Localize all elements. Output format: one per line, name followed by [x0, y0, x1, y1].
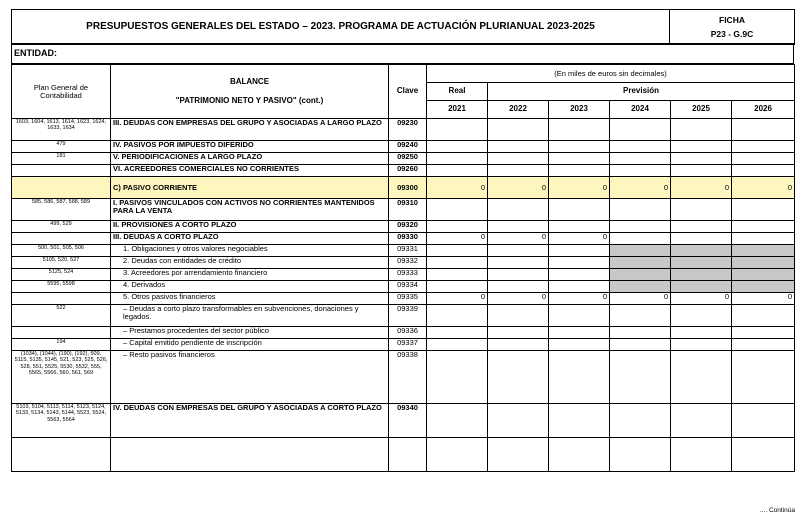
table-row: [12, 153, 795, 165]
clave-cell: 09336: [389, 327, 427, 339]
value-cell[interactable]: [732, 141, 795, 153]
value-cell[interactable]: [610, 438, 671, 472]
value-cell[interactable]: [427, 327, 488, 339]
clave-cell: 09320: [389, 221, 427, 233]
value-cell[interactable]: [549, 141, 610, 153]
value-cell[interactable]: [427, 305, 488, 327]
value-cell[interactable]: [488, 165, 549, 177]
clave-cell: 09310: [389, 199, 427, 221]
value-cell[interactable]: [732, 305, 795, 327]
value-cell[interactable]: [610, 404, 671, 438]
concept-cell: 5. Otros pasivos financieros: [111, 293, 389, 305]
table-row: [12, 269, 795, 281]
concept-cell: [111, 438, 389, 472]
clave-cell: 09330: [389, 233, 427, 245]
clave-cell: 09333: [389, 269, 427, 281]
value-cell[interactable]: [732, 119, 795, 141]
clave-cell: 09340: [389, 404, 427, 438]
clave-cell: 09335: [389, 293, 427, 305]
value-cell[interactable]: [671, 438, 732, 472]
entidad-table: [11, 43, 794, 64]
value-cell[interactable]: [488, 119, 549, 141]
value-cell[interactable]: [671, 165, 732, 177]
plan-cell: [12, 293, 111, 305]
plan-cell: 5595, 5598: [12, 281, 111, 293]
value-cell[interactable]: [671, 119, 732, 141]
value-cell[interactable]: [549, 438, 610, 472]
value-cell[interactable]: [732, 233, 795, 245]
value-cell[interactable]: [610, 199, 671, 221]
value-cell[interactable]: [488, 269, 549, 281]
value-cell[interactable]: 0: [488, 177, 549, 199]
clave-cell: 09331: [389, 245, 427, 257]
value-cell[interactable]: [427, 221, 488, 233]
table-row: [12, 165, 795, 177]
table-row: [12, 257, 795, 269]
value-cell[interactable]: 0: [671, 177, 732, 199]
value-cell[interactable]: [671, 153, 732, 165]
value-cell[interactable]: [427, 153, 488, 165]
concept-cell: III. DEUDAS CON EMPRESAS DEL GRUPO Y ASOCIADAS A LARGO PLAZO: [111, 119, 389, 141]
value-cell[interactable]: 0: [549, 177, 610, 199]
header-table: [11, 9, 795, 45]
value-cell[interactable]: [671, 281, 732, 293]
clave-cell: 09332: [389, 257, 427, 269]
balance-header: [111, 65, 389, 119]
value-cell[interactable]: [610, 257, 671, 269]
value-cell[interactable]: 0: [549, 293, 610, 305]
value-cell[interactable]: [488, 305, 549, 327]
concept-cell: IV. DEUDAS CON EMPRESAS DEL GRUPO Y ASOCIADAS A CORTO PLAZO: [111, 404, 389, 438]
balance-subtitle: "PATRIMONIO NETO Y PASIVO" (cont.): [175, 95, 324, 105]
plan-cell: 181: [12, 153, 111, 165]
balance-title: BALANCE: [229, 77, 270, 87]
value-cell[interactable]: [549, 199, 610, 221]
clave-cell: 09334: [389, 281, 427, 293]
value-cell[interactable]: [732, 438, 795, 472]
value-cell[interactable]: [610, 165, 671, 177]
value-cell[interactable]: [549, 153, 610, 165]
value-cell[interactable]: [427, 165, 488, 177]
value-cell[interactable]: [610, 245, 671, 257]
value-cell[interactable]: [671, 305, 732, 327]
value-cell[interactable]: [732, 281, 795, 293]
value-cell[interactable]: [427, 351, 488, 404]
value-cell[interactable]: [671, 141, 732, 153]
value-cell[interactable]: [610, 119, 671, 141]
value-cell[interactable]: [671, 245, 732, 257]
value-cell[interactable]: 0: [427, 293, 488, 305]
value-cell[interactable]: [549, 351, 610, 404]
value-cell[interactable]: [427, 257, 488, 269]
value-cell[interactable]: [427, 119, 488, 141]
value-cell[interactable]: [427, 199, 488, 221]
value-cell[interactable]: [549, 281, 610, 293]
concept-cell: II. PROVISIONES A CORTO PLAZO: [111, 221, 389, 233]
value-cell[interactable]: [549, 404, 610, 438]
value-cell[interactable]: [671, 199, 732, 221]
table-row: [12, 233, 795, 245]
concept-cell: I. PASIVOS VINCULADOS CON ACTIVOS NO CORRIENTES MANTENIDOS PARA LA VENTA: [111, 199, 389, 221]
value-cell[interactable]: [427, 339, 488, 351]
value-cell[interactable]: [671, 269, 732, 281]
value-cell[interactable]: [488, 153, 549, 165]
value-cell[interactable]: [549, 257, 610, 269]
value-cell[interactable]: [549, 165, 610, 177]
plan-cell: 479: [12, 141, 111, 153]
table-row: [12, 221, 795, 233]
value-cell[interactable]: [488, 245, 549, 257]
value-cell[interactable]: [610, 153, 671, 165]
value-cell[interactable]: [427, 141, 488, 153]
plan-cell: 5125, 524: [12, 269, 111, 281]
clave-cell: 09339: [389, 305, 427, 327]
ficha-label: FICHA: [719, 14, 745, 25]
clave-cell: 09300: [389, 177, 427, 199]
concept-cell: – Deudas a corto plazo transformables en subvenciones, donaciones y legados.: [111, 305, 389, 327]
plan-cell: 194: [12, 339, 111, 351]
value-cell[interactable]: [610, 269, 671, 281]
year-header: 2022: [488, 101, 549, 119]
clave-header: Clave: [389, 65, 427, 119]
value-cell[interactable]: [732, 351, 795, 404]
value-cell[interactable]: 0: [732, 177, 795, 199]
concept-cell: 4. Derivados: [111, 281, 389, 293]
table-row: [12, 351, 795, 404]
value-cell[interactable]: [549, 245, 610, 257]
year-header: 2026: [732, 101, 795, 119]
plan-cell: 522: [12, 305, 111, 327]
plan-cell: 500, 501, 505, 506: [12, 245, 111, 257]
plan-cell: 499, 529: [12, 221, 111, 233]
plan-cell: 5103, 5104, 5113, 5114, 5123, 5124, 5133, 5134, 5143, 5144, 5523, 5524, 5563, 5564: [12, 404, 111, 438]
year-header: 2021: [427, 101, 488, 119]
table-row: [12, 141, 795, 153]
value-cell[interactable]: 0: [488, 293, 549, 305]
table-row: [12, 199, 795, 221]
clave-cell: 09240: [389, 141, 427, 153]
value-cell[interactable]: [671, 233, 732, 245]
document-title: PRESUPUESTOS GENERALES DEL ESTADO – 2023. PROGRAMA DE ACTUACIÓN PLURIANUAL 2023-2025: [12, 10, 670, 45]
entidad-label: ENTIDAD:: [12, 44, 794, 64]
concept-cell: – Capital emitido pendiente de inscripción: [111, 339, 389, 351]
value-cell[interactable]: 0: [610, 293, 671, 305]
value-cell[interactable]: [427, 269, 488, 281]
prevision-header: Previsión: [488, 83, 795, 101]
clave-cell: 09250: [389, 153, 427, 165]
value-cell[interactable]: 0: [427, 177, 488, 199]
plan-cell: 585, 586, 587, 588, 589: [12, 199, 111, 221]
plan-cell: (1034), (1044), (190), (192), 509, 5115, 5135, 5145, 521, 523, 525, 526, 528, 551, 5525, 5530, 5532, 555, 5565, 5566, 560, 561, 569: [12, 351, 111, 404]
units-note: (En miles de euros sin decimales): [427, 65, 795, 83]
value-cell[interactable]: [732, 221, 795, 233]
value-cell[interactable]: [610, 305, 671, 327]
real-header: Real: [427, 83, 488, 101]
value-cell[interactable]: [549, 221, 610, 233]
value-cell[interactable]: [610, 281, 671, 293]
plan-cell: [12, 327, 111, 339]
value-cell[interactable]: [610, 351, 671, 404]
value-cell[interactable]: [427, 281, 488, 293]
year-header: 2023: [549, 101, 610, 119]
value-cell[interactable]: [671, 339, 732, 351]
plan-cell: [12, 233, 111, 245]
concept-cell: III. DEUDAS A CORTO PLAZO: [111, 233, 389, 245]
concept-cell: 1. Obligaciones y otros valores negociables: [111, 245, 389, 257]
plan-cell: 1603, 1604, 1613, 1614, 1623, 1624, 1633, 1634: [12, 119, 111, 141]
value-cell[interactable]: [671, 327, 732, 339]
value-cell[interactable]: [610, 233, 671, 245]
value-cell[interactable]: [549, 119, 610, 141]
value-cell[interactable]: [610, 327, 671, 339]
value-cell[interactable]: [610, 339, 671, 351]
value-cell[interactable]: [732, 404, 795, 438]
value-cell[interactable]: [671, 351, 732, 404]
plan-cell: [12, 165, 111, 177]
value-cell[interactable]: [488, 327, 549, 339]
value-cell[interactable]: [488, 141, 549, 153]
concept-cell: 3. Acreedores por arrendamiento financiero: [111, 269, 389, 281]
plan-cell: 5105, 520, 527: [12, 257, 111, 269]
value-cell[interactable]: [427, 245, 488, 257]
concept-cell: C) PASIVO CORRIENTE: [111, 177, 389, 199]
value-cell[interactable]: 0: [671, 293, 732, 305]
value-cell[interactable]: [732, 165, 795, 177]
ficha-box: [670, 10, 795, 45]
value-cell[interactable]: [671, 404, 732, 438]
value-cell[interactable]: 0: [488, 233, 549, 245]
clave-cell: 09230: [389, 119, 427, 141]
plan-cell: [12, 177, 111, 199]
value-cell[interactable]: [732, 269, 795, 281]
clave-cell: 09337: [389, 339, 427, 351]
value-cell[interactable]: [610, 141, 671, 153]
table-row: [12, 305, 795, 327]
value-cell[interactable]: [732, 327, 795, 339]
concept-cell: VI. ACREEDORES COMERCIALES NO CORRIENTES: [111, 165, 389, 177]
table-row: [12, 293, 795, 305]
value-cell[interactable]: [549, 269, 610, 281]
value-cell[interactable]: [671, 257, 732, 269]
value-cell[interactable]: [732, 153, 795, 165]
clave-cell: [389, 438, 427, 472]
concept-cell: – Resto pasivos financieros: [111, 351, 389, 404]
value-cell[interactable]: [488, 404, 549, 438]
value-cell[interactable]: [488, 221, 549, 233]
plan-header: Plan General de Contabilidad: [12, 65, 111, 119]
ficha-code: P23 - G.9C: [710, 29, 754, 39]
table-row: [12, 281, 795, 293]
value-cell[interactable]: [427, 438, 488, 472]
table-row: [12, 438, 795, 472]
table-row: [12, 404, 795, 438]
table-row: [12, 177, 795, 199]
value-cell[interactable]: [488, 339, 549, 351]
value-cell[interactable]: [488, 438, 549, 472]
concept-cell: IV. PASIVOS POR IMPUESTO DIFERIDO: [111, 141, 389, 153]
value-cell[interactable]: [488, 199, 549, 221]
value-cell[interactable]: 0: [732, 293, 795, 305]
value-cell[interactable]: 0: [549, 233, 610, 245]
concept-cell: V. PERIODIFICACIONES A LARGO PLAZO: [111, 153, 389, 165]
balance-table: [11, 64, 795, 472]
value-cell[interactable]: [488, 257, 549, 269]
value-cell[interactable]: [427, 404, 488, 438]
value-cell[interactable]: [732, 257, 795, 269]
concept-cell: – Prestamos procedentes del sector público: [111, 327, 389, 339]
plan-cell: [12, 438, 111, 472]
year-header: 2024: [610, 101, 671, 119]
value-cell[interactable]: [732, 245, 795, 257]
year-header: 2025: [671, 101, 732, 119]
continues-note: .... Continúa: [759, 507, 795, 514]
concept-cell: 2. Deudas con entidades de crédito: [111, 257, 389, 269]
table-row: [12, 245, 795, 257]
value-cell[interactable]: [488, 281, 549, 293]
value-cell[interactable]: 0: [610, 177, 671, 199]
value-cell[interactable]: [671, 221, 732, 233]
value-cell[interactable]: [549, 339, 610, 351]
table-row: [12, 339, 795, 351]
table-row: [12, 327, 795, 339]
value-cell[interactable]: [549, 305, 610, 327]
clave-cell: 09338: [389, 351, 427, 404]
value-cell[interactable]: [488, 351, 549, 404]
table-row: [12, 119, 795, 141]
value-cell[interactable]: [732, 199, 795, 221]
clave-cell: 09260: [389, 165, 427, 177]
value-cell[interactable]: 0: [427, 233, 488, 245]
value-cell[interactable]: [610, 221, 671, 233]
value-cell[interactable]: [549, 327, 610, 339]
value-cell[interactable]: [732, 339, 795, 351]
